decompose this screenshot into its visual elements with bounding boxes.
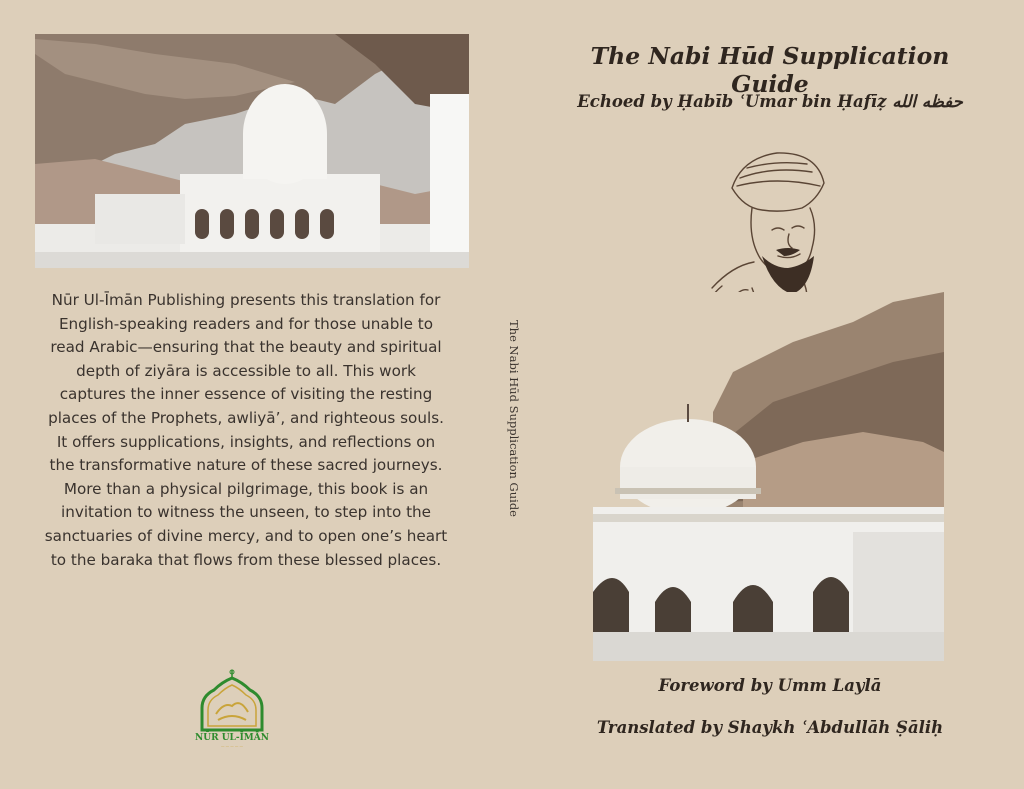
foreword-credit: Foreword by Umm Laylā (658, 676, 882, 695)
back-cover-blurb (44, 289, 448, 572)
back-cover-photo (35, 34, 469, 268)
front-subtitle: Echoed by Ḥabīb ʿUmar bin Ḥafīẓ حفظه الله (577, 92, 963, 111)
front-title: The Nabi Hūd Supplication Guide (590, 42, 950, 98)
translator-credit: Translated by Shaykh ʿAbdullāh Ṣāliḥ (596, 718, 944, 737)
front-cover-photo (593, 292, 944, 661)
spine-title: The Nabi Hūd Supplication Guide (507, 320, 521, 517)
publisher-logo (192, 668, 272, 748)
blurb-paragraph-1: Nūr Ul-Īmān Publishing presents this translation for English-speaking readers and for those unable to read Arabic—ensuring that the beauty and spiritual depth of ziyāra is accessible to all. This work captures the inner essence of visiting the resting places of the Prophets, awliyā’, and righteous souls. It offers supplications, insights, and reflections on the transformative nature of these sacred journeys. (48, 291, 444, 475)
blurb-paragraph-2: More than a physical pilgrimage, this book is an invitation to witness the unseen, to step into the sanctuaries of divine mercy, and to open one’s heart to the baraka that flows from these blessed places. (44, 479, 448, 569)
logo-text: NŪR UL-ĪMĀN (195, 733, 269, 743)
mosque-dome-icon (202, 670, 262, 730)
svg-text:— — — — —: — — — — — (221, 744, 243, 748)
